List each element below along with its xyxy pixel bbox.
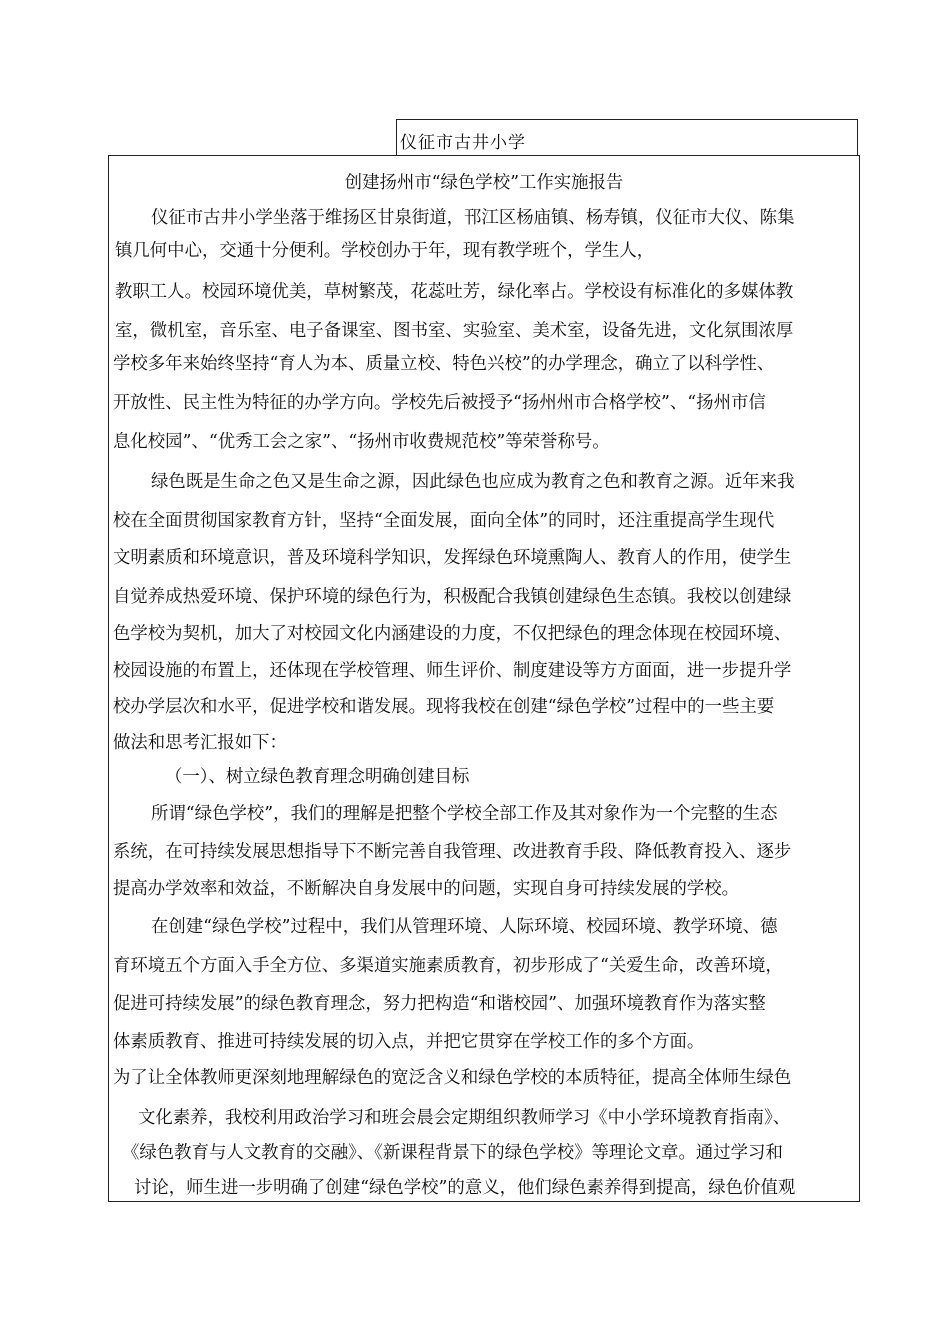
paragraph-line: 校在全面贯彻国家教育方针，坚持“全面发展，面向全体”的同时，还注重提高学生现代 [113,511,775,531]
paragraph-line: 校办学层次和水平，促进学校和谐发展。现将我校在创建“绿色学校”过程中的一些主要 [113,697,775,717]
paragraph-line: 仪征市古井小学坐落于维扬区甘泉街道，邗江区杨庙镇、杨寿镇，仪征市大仪、陈集 [151,208,795,228]
paragraph-line: 色学校为契机，加大了对校园文化内涵建设的力度，不仅把绿色的理念体现在校园环境、 [113,624,792,644]
section-heading: （一）、树立绿色教育理念明确创建目标 [165,767,470,787]
paragraph-line: 镇几何中心，交通十分便利。学校创办于年，现有教学班个，学生人， [115,241,655,261]
paragraph-line: 为了让全体教师更深刻地理解绿色的宽泛含义和绿色学校的本质特征，提高全体师生绿色 [113,1068,792,1088]
paragraph-line: 《绿色教育与人文教育的交融》、《新课程背景下的绿色学校》等理论文章。通过学习和 [122,1143,783,1163]
paragraph-line: 室，微机室，音乐室、电子备课室、图书室、实验室、美术室，设备先进，文化氛围浓厚 [115,321,794,341]
paragraph-line: 文化素养，我校利用政治学习和班会晨会定期组织教师学习《中小学环境教育指南》、 [138,1108,791,1128]
paragraph-line: 绿色既是生命之色又是生命之源，因此绿色也应成为教育之色和教育之源。近年来我 [151,472,795,492]
paragraph-line: 做法和思考汇报如下： [113,733,287,753]
paragraph-line: 所谓“绿色学校”，我们的理解是把整个学校全部工作及其对象作为一个完整的生态 [151,804,778,824]
paragraph-line: 体素质教育、推进可持续发展的切入点，并把它贯穿在学校工作的多个方面。 [113,1032,705,1052]
paragraph-line: 提高办学效率和效益，不断解决自身发展中的问题，实现自身可持续发展的学校。 [113,879,740,899]
paragraph-line: 文明素质和环境意识，普及环境科学知识，发挥绿色环境熏陶人、教育人的作用，使学生 [113,548,792,568]
paragraph-line: 校园设施的布置上，还体现在学校管理、师生评价、制度建设等方方面面，进一步提升学 [113,661,792,681]
paragraph-line: 开放性、民主性为特征的办学方向。学校先后被授予“扬州州市合格学校”、“扬州市信 [113,393,766,413]
paragraph-line: 自觉养成热爱环境、保护环境的绿色行为，积极配合我镇创建绿色生态镇。我校以创建绿 [113,587,792,607]
paragraph-line: 在创建“绿色学校”过程中，我们从管理环境、人际环境、校园环境、教学环境、德 [151,917,778,937]
paragraph-line: 息化校园”、“优秀工会之家”、“扬州市收费规范校”等荣誉称号。 [113,432,610,452]
paragraph-line: 教职工人。校园环境优美，草树繁茂，花蕊吐芳，绿化率占。学校设有标准化的多媒体教 [115,282,794,302]
report-box [108,155,860,1202]
paragraph-line: 讨论，师生进一步明确了创建“绿色学校”的意义，他们绿色素养得到提高，绿色价值观 [134,1178,796,1198]
school-name: 仪征市古井小学 [400,133,526,153]
paragraph-line: 系统，在可持续发展思想指导下不断完善自我管理、改进教育手段、降低教育投入、逐步 [113,842,792,862]
header-box [396,119,858,155]
paragraph-line: 促进可持续发展”的绿色教育理念，努力把构造“和谐校园”、加强环境教育作为落实整 [113,994,766,1014]
paragraph-line: 育环境五个方面入手全方位、多渠道实施素质教育，初步形成了“关爱生命，改善环境， [113,956,783,976]
paragraph-line: 学校多年来始终坚持“育人为本、质量立校、特色兴校”的办学理念，确立了以科学性、 [113,354,775,374]
report-title: 创建扬州市“绿色学校”工作实施报告 [344,173,624,193]
